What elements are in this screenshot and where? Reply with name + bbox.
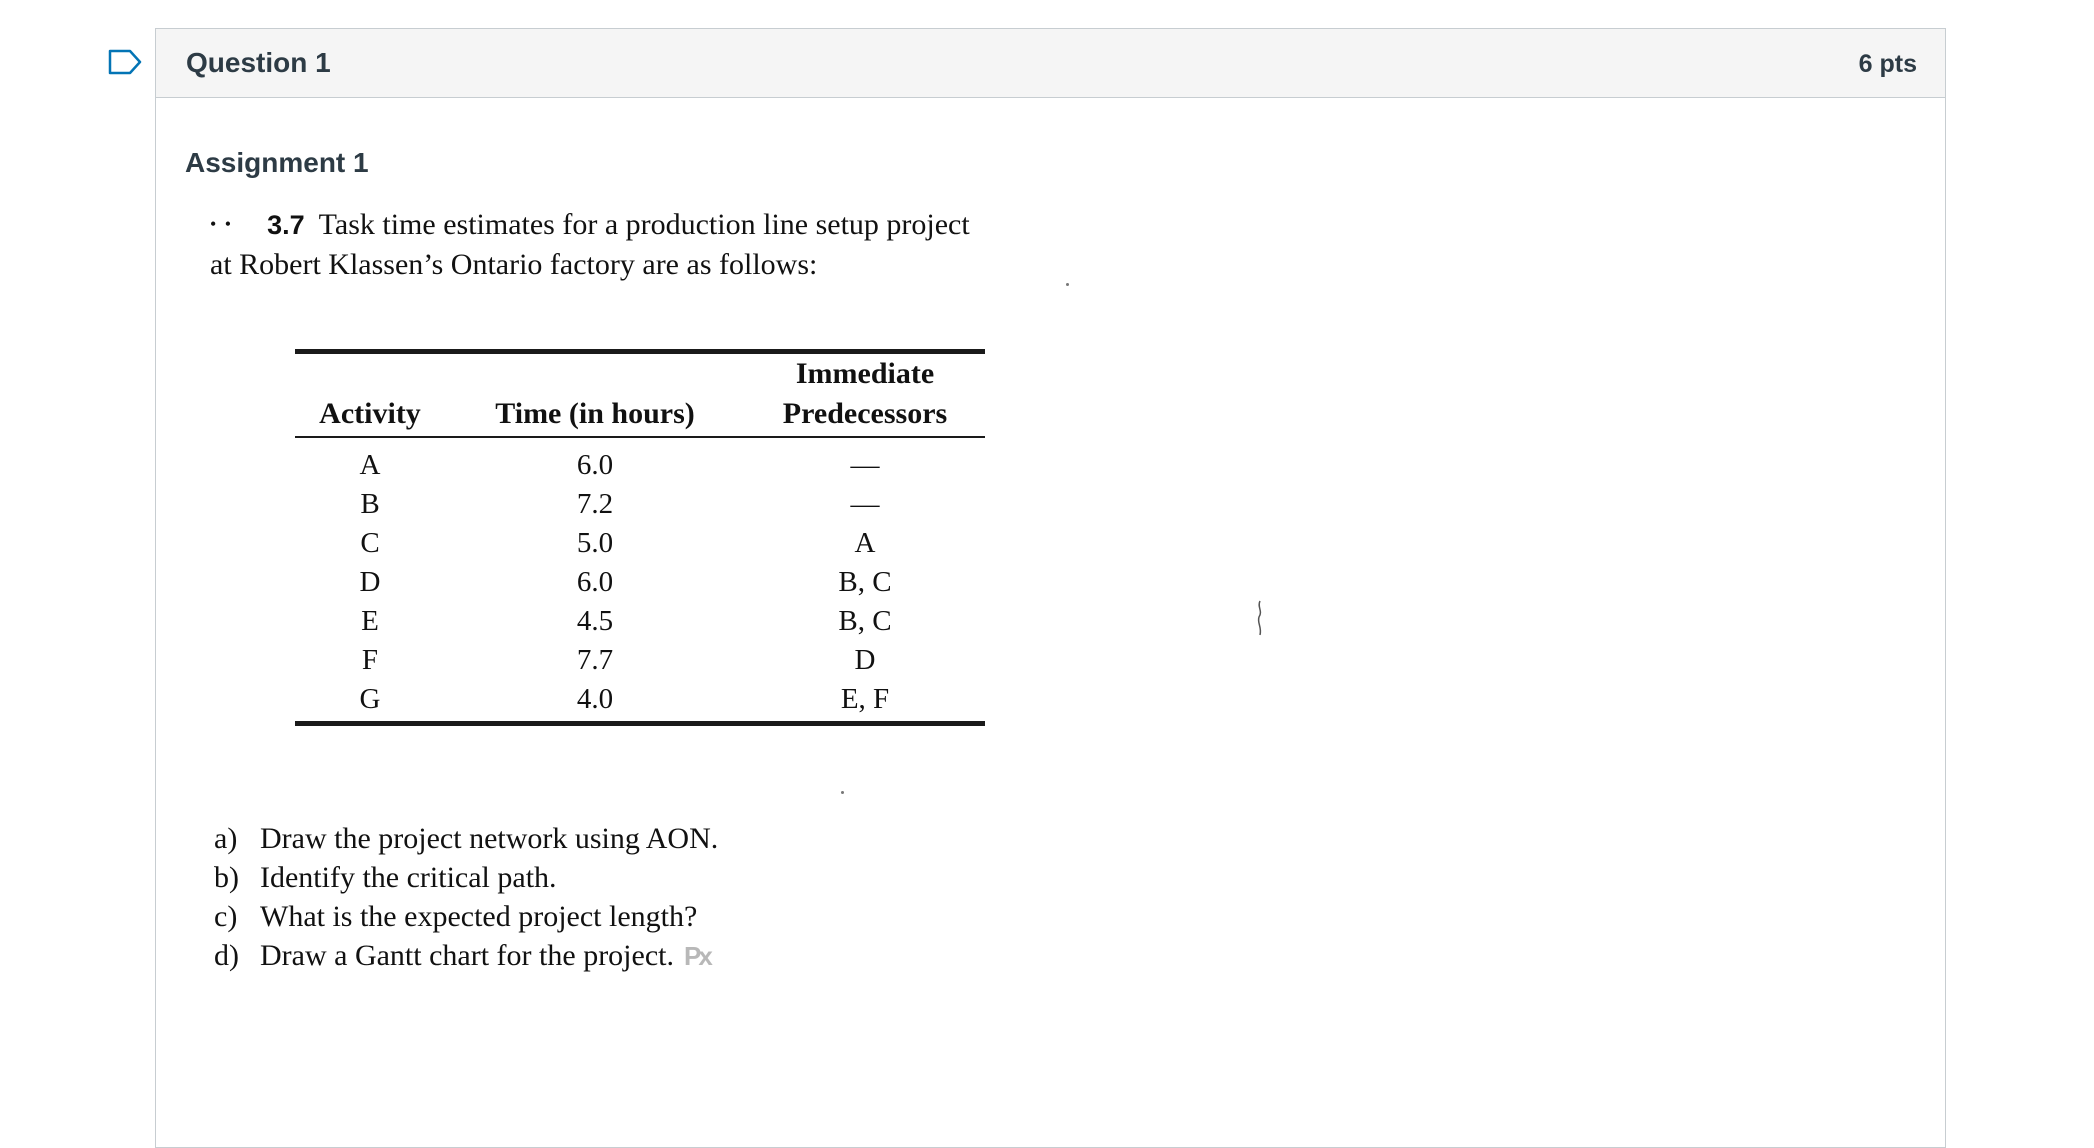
list-item	[214, 858, 718, 897]
problem-line-1	[210, 204, 1210, 245]
cell-time: 6.0	[576, 566, 614, 598]
cell-activity: D	[359, 566, 381, 598]
cell-predecessors: A	[854, 527, 876, 559]
table-row	[295, 446, 985, 485]
cell-activity: C	[360, 527, 380, 559]
table-row	[295, 524, 985, 563]
cell-time: 4.0	[576, 683, 614, 715]
header-pred-line1: Immediate	[795, 357, 935, 390]
cell-activity: A	[359, 449, 381, 481]
cell-time: 7.2	[576, 488, 614, 520]
task-text: Draw the project network using AON.	[260, 822, 719, 855]
px-watermark: Px	[683, 941, 710, 971]
cell-predecessors: —	[850, 449, 880, 481]
table-row	[295, 641, 985, 680]
bookmark-flag-icon[interactable]	[108, 49, 142, 75]
scan-artifact-mark	[1256, 599, 1264, 637]
list-item	[214, 819, 718, 858]
cell-time: 6.0	[576, 449, 614, 481]
question-points: 6 pts	[1858, 50, 1917, 78]
problem-text-line1: Task time estimates for a production line setup project	[318, 208, 970, 241]
table-row	[295, 485, 985, 524]
table-header-rule	[295, 436, 985, 438]
table-row	[295, 563, 985, 602]
cell-time: 4.5	[576, 605, 614, 637]
list-item	[214, 936, 718, 976]
header-time: Time (in hours)	[495, 397, 695, 430]
cell-activity: E	[361, 605, 379, 637]
scan-artifact-dot	[841, 791, 844, 794]
task-letter: b)	[214, 861, 239, 894]
cell-predecessors: —	[850, 488, 880, 520]
cell-activity: F	[361, 644, 379, 676]
activity-table	[295, 349, 985, 726]
problem-statement	[210, 204, 1210, 285]
list-item	[214, 897, 718, 936]
cell-activity: G	[359, 683, 381, 715]
problem-text-line2: at Robert Klassen’s Ontario factory are as follows:	[210, 248, 818, 281]
table-row	[295, 602, 985, 641]
difficulty-dots: • •	[210, 214, 234, 234]
cell-predecessors: D	[854, 644, 876, 676]
table-header-row	[295, 354, 985, 434]
header-activity: Activity	[319, 397, 421, 430]
task-text: Draw a Gantt chart for the project.	[260, 939, 674, 972]
table-bottom-rule	[295, 721, 985, 726]
task-list	[214, 819, 718, 976]
cell-time: 5.0	[576, 527, 614, 559]
question-card	[155, 28, 1946, 1148]
cell-activity: B	[360, 488, 380, 520]
task-letter: a)	[214, 822, 238, 855]
task-letter: c)	[214, 900, 238, 933]
cell-predecessors: B, C	[838, 566, 892, 598]
header-pred-line2: Predecessors	[782, 397, 948, 430]
task-text: What is the expected project length?	[260, 900, 698, 933]
task-letter: d)	[214, 939, 239, 972]
cell-time: 7.7	[576, 644, 614, 676]
cell-predecessors: B, C	[838, 605, 892, 637]
cell-predecessors: E, F	[840, 683, 890, 715]
table-row	[295, 680, 985, 719]
question-title: Question 1	[186, 47, 331, 78]
task-text: Identify the critical path.	[260, 861, 557, 894]
assignment-title: Assignment 1	[185, 147, 369, 178]
scan-artifact-dot	[1066, 283, 1069, 286]
problem-number: 3.7	[267, 210, 305, 240]
question-header	[156, 29, 1945, 98]
header-predecessors	[745, 354, 985, 434]
